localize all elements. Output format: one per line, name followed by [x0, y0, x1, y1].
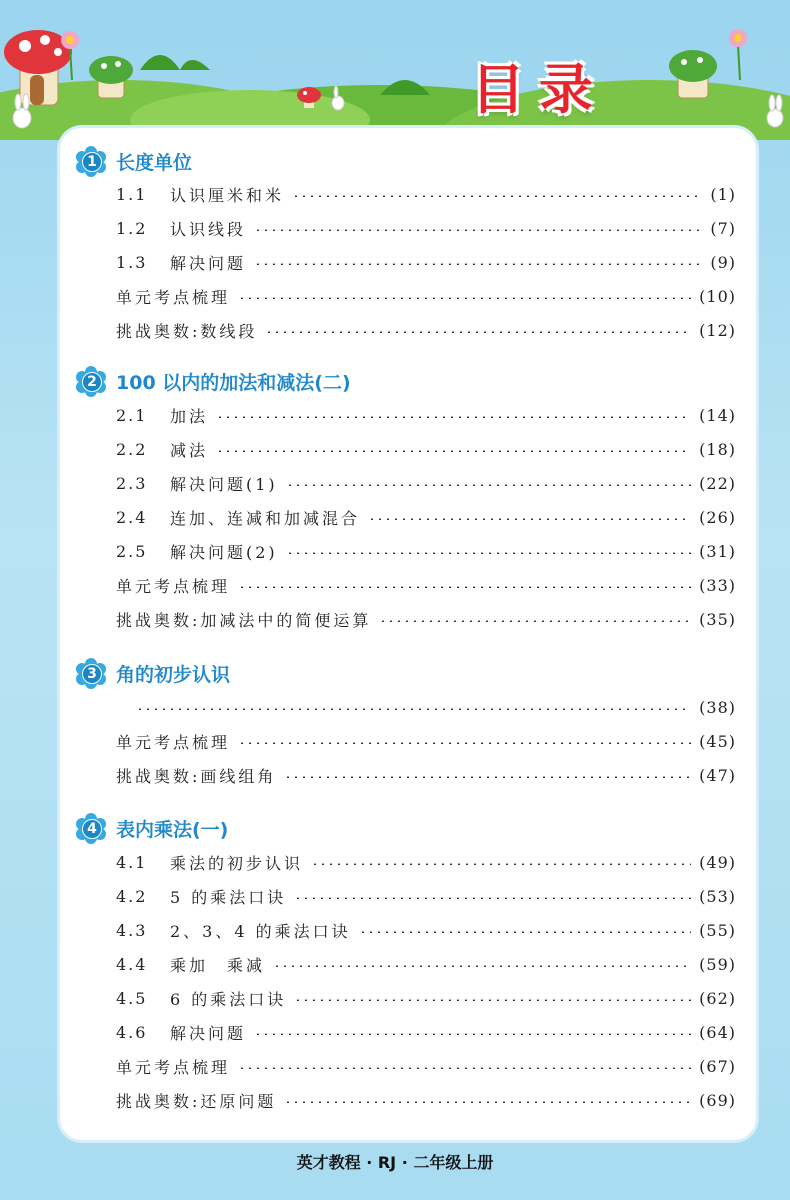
toc-entry[interactable]: 4.6 解决问题 (64) [116, 1022, 736, 1043]
section-heading [76, 144, 192, 178]
leader-dots [294, 897, 691, 899]
leader-dots [284, 1101, 691, 1103]
leader-dots [379, 620, 691, 622]
toc-entry[interactable]: 2.4 连加、连减和加减混合 (26) [116, 507, 736, 528]
toc-entry[interactable]: 2.5 解决问题(2) (31) [116, 541, 736, 562]
section-title: 长度单位 [116, 151, 193, 174]
leader-dots [284, 776, 691, 778]
toc-entry[interactable]: 挑战奥数:画线组角 (47) [116, 765, 736, 786]
flower-badge-icon: 3 [76, 658, 106, 688]
leader-dots [286, 484, 691, 486]
toc-entry[interactable]: 4.2 5 的乘法口诀 (53) [116, 886, 736, 907]
leader-dots [311, 863, 691, 865]
toc-entry[interactable]: 挑战奥数:数线段 (12) [116, 320, 736, 341]
title-plaque [455, 55, 623, 121]
leader-dots [136, 708, 691, 710]
leader-dots [292, 195, 702, 197]
header-illustration [0, 0, 790, 140]
toc-entry[interactable]: 1.1 认识厘米和米 (1) [116, 184, 736, 205]
flower-badge-icon: 4 [76, 813, 106, 843]
toc-entry[interactable]: 4.3 2、3、4 的乘法口诀 (55) [116, 920, 736, 941]
leader-dots [238, 1067, 691, 1069]
section-heading [76, 364, 351, 398]
leader-dots [265, 331, 691, 333]
meadow-illustration [0, 0, 790, 140]
page-title: 目录 [471, 57, 607, 121]
toc-panel [60, 128, 756, 1140]
leader-dots [238, 742, 691, 744]
toc-entry[interactable]: 单元考点梳理 (10) [116, 286, 736, 307]
leader-dots [368, 518, 691, 520]
toc-entry[interactable]: 挑战奥数:加减法中的简便运算 (35) [116, 609, 736, 630]
leader-dots [254, 229, 702, 231]
leader-dots [216, 416, 691, 418]
leader-dots [286, 552, 691, 554]
toc-entry[interactable]: 2.1 加法 (14) [116, 405, 736, 426]
toc-entry[interactable]: 1.2 认识线段 (7) [116, 218, 736, 239]
section-title: 表内乘法(一) [116, 818, 229, 841]
leader-dots [294, 999, 691, 1001]
toc-entry[interactable]: 单元考点梳理 (45) [116, 731, 736, 752]
toc-entry[interactable]: 4.4 乘加 乘减 (59) [116, 954, 736, 975]
toc-entry[interactable]: 2.3 解决问题(1) (22) [116, 473, 736, 494]
section-title: 100 以内的加法和减法(二) [116, 371, 351, 394]
toc-entry[interactable]: 单元考点梳理 (33) [116, 575, 736, 596]
leader-dots [254, 263, 702, 265]
leader-dots [273, 965, 691, 967]
toc-entry[interactable]: 2.2 减法 (18) [116, 439, 736, 460]
rabbit-icon [767, 95, 783, 127]
leader-dots [254, 1033, 691, 1035]
toc-entry[interactable]: 4.1 乘法的初步认识 (49) [116, 852, 736, 873]
flower-icon [729, 29, 747, 80]
footer-text: 英才教程 · RJ · 二年级上册 [296, 1153, 494, 1172]
toc-entry[interactable]: 1.3 解决问题 (9) [116, 252, 736, 273]
leader-dots [216, 450, 691, 452]
toc-entry[interactable]: 4.5 6 的乘法口诀 (62) [116, 988, 736, 1009]
section-heading [76, 656, 230, 690]
leader-dots [238, 586, 691, 588]
section-title: 角的初步认识 [116, 663, 231, 686]
toc-entry[interactable]: 挑战奥数:还原问题 (69) [116, 1090, 736, 1111]
toc-entry[interactable]: (38) [116, 695, 736, 719]
toc-entry[interactable]: 单元考点梳理 (67) [116, 1056, 736, 1077]
flower-badge-icon: 1 [76, 146, 106, 176]
flower-badge-icon: 2 [76, 366, 106, 396]
leader-dots [238, 297, 691, 299]
leader-dots [359, 931, 692, 933]
section-heading [76, 811, 228, 845]
